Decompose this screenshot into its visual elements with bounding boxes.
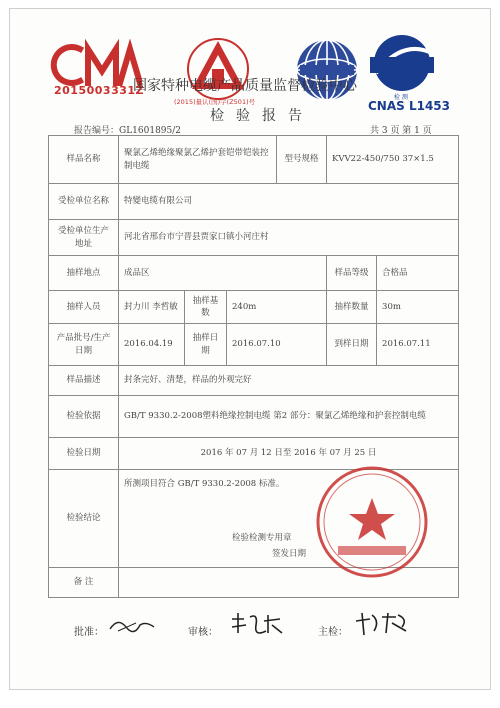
- accreditation-note: (2015)量认(国)字(Z501)号: [174, 98, 256, 106]
- test-date-label: 检验日期: [49, 438, 119, 470]
- sample-qty-label: 抽样数量: [327, 291, 377, 324]
- remarks-label: 备 注: [49, 568, 119, 598]
- model-label: 型号规格: [277, 136, 327, 184]
- conclusion-seal-note: 检验检测专用章: [232, 533, 292, 543]
- sampling-place-value: 成品区: [119, 256, 327, 291]
- base-qty-label: 抽样基数: [185, 291, 227, 324]
- cnas-sub: 检 测: [394, 94, 408, 101]
- producer-label: 受检单位生产地址: [49, 220, 119, 256]
- table-row: [49, 396, 459, 438]
- conclusion-label: 检验结论: [49, 470, 119, 568]
- table-row: [49, 291, 459, 324]
- table-row: [49, 366, 459, 396]
- batch-label: 产品批号/生产日期: [49, 324, 119, 366]
- approve-label: 批准：: [74, 627, 104, 638]
- producer-value: 河北省邢台市宁晋县贾家口镇小河庄村: [119, 220, 459, 256]
- table-row: [49, 220, 459, 256]
- review-label: 审核：: [188, 627, 218, 638]
- chief-signature: [352, 611, 410, 637]
- report-title: 检验报告: [210, 108, 314, 124]
- sample-name-label: 样品名称: [49, 136, 119, 184]
- table-row: [49, 184, 459, 220]
- sample-grade-value: 合格品: [377, 256, 459, 291]
- chief-label: 主检：: [318, 627, 348, 638]
- test-date-value: 2016 年 07 月 12 日至 2016 年 07 月 25 日: [119, 438, 459, 470]
- description-value: 封条完好、清楚，样品的外观完好: [119, 366, 459, 396]
- issue-date-label: 签发日期: [272, 549, 307, 559]
- approve-signature: [108, 615, 156, 635]
- basis-value: GB/T 9330.2-2008塑料绝缘控制电缆 第2 部分：聚氯乙烯绝缘和护套控制电缆: [119, 396, 459, 438]
- conclusion-text: 所测项目符合 GB/T 9330.2-2008 标准。: [124, 479, 285, 489]
- table-row: [49, 256, 459, 291]
- official-seal: [314, 464, 430, 580]
- sampling-date-label: 抽样日期: [185, 324, 227, 366]
- report-page: [9, 8, 491, 690]
- review-signature: [228, 611, 286, 637]
- sample-name: 聚氯乙烯绝缘聚氯乙烯护套铠带铠装控制电缆: [119, 136, 277, 184]
- cnas-code: CNAS L1453: [368, 99, 451, 113]
- description-label: 样品描述: [49, 366, 119, 396]
- page-count: 共 3 页 第 1 页: [370, 126, 432, 136]
- sample-qty-value: 30m: [377, 291, 459, 324]
- sample-grade-label: 样品等级: [327, 256, 377, 291]
- batch-value: 2016.04.19: [119, 324, 185, 366]
- sampler-label: 抽样人员: [49, 291, 119, 324]
- arrival-date-value: 2016.07.11: [377, 324, 459, 366]
- sampling-date-value: 2016.07.10: [227, 324, 327, 366]
- arrival-date-label: 到样日期: [327, 324, 377, 366]
- cma-code: 2015003331Z: [54, 84, 145, 97]
- table-row: [49, 324, 459, 366]
- organization-title: 国家特种电缆产品质量监督检验中心: [133, 78, 357, 94]
- report-number: 报告编号：GL1601895/2: [74, 126, 182, 136]
- sampler-value: 封力川 李哲敏: [119, 291, 185, 324]
- sampling-place-label: 抽样地点: [49, 256, 119, 291]
- basis-label: 检验依据: [49, 396, 119, 438]
- model-value: KVV22-450/750 37×1.5: [327, 136, 459, 184]
- client-label: 受检单位名称: [49, 184, 119, 220]
- client-value: 特變电缆有限公司: [119, 184, 459, 220]
- base-qty-value: 240m: [227, 291, 327, 324]
- table-row: [49, 136, 459, 184]
